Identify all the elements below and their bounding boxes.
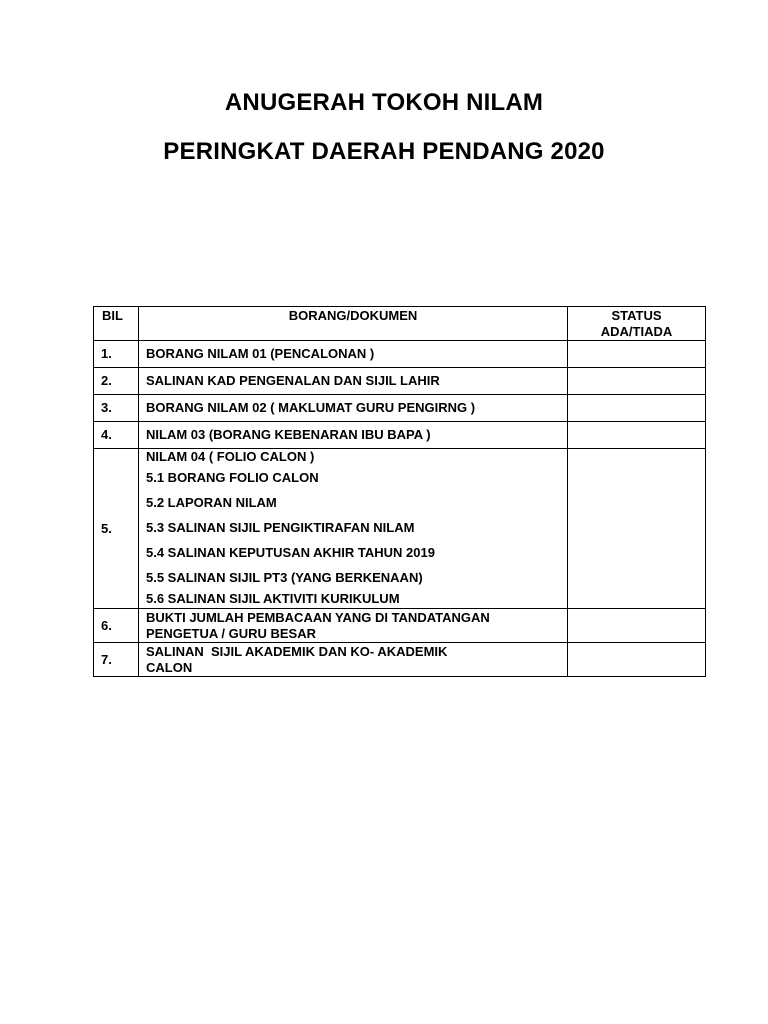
row-item [139,643,568,677]
document-subtitle: PERINGKAT DAERAH PENDANG 2020 [163,138,605,165]
row-item-group [139,449,568,609]
row-item [139,609,568,643]
document-checklist-table [93,306,706,677]
row-item: NILAM 03 (BORANG KEBENARAN IBU BAPA ) [139,422,568,449]
sub-item: 5.5 SALINAN SIJIL PT3 (YANG BERKENAAN) [146,570,423,585]
table-row [94,643,706,677]
row-status-cell[interactable] [568,368,706,395]
row-bil: 7. [94,643,139,677]
row-item: BORANG NILAM 01 (PENCALONAN ) [139,341,568,368]
row-status-cell[interactable] [568,422,706,449]
row-item: SALINAN KAD PENGENALAN DAN SIJIL LAHIR [139,368,568,395]
row-bil: 6. [94,609,139,643]
row-item: NILAM 04 ( FOLIO CALON ) [146,449,315,464]
sub-item: 5.1 BORANG FOLIO CALON [146,470,319,485]
row-item: BORANG NILAM 02 ( MAKLUMAT GURU PENGIRNG ) [139,395,568,422]
row-item-line1: BUKTI JUMLAH PEMBACAAN YANG DI TANDATANGAN [146,609,490,625]
row-status-cell[interactable] [568,643,706,677]
row-bil: 1. [94,341,139,368]
row-item-line2: PENGETUA / GURU BESAR [146,625,316,641]
table-row [94,395,706,422]
table-row [94,449,706,609]
row-item-line1: SALINAN SIJIL AKADEMIK DAN KO- AKADEMIK [146,643,448,659]
header-status [568,307,706,341]
row-status-cell[interactable] [568,341,706,368]
sub-item: 5.4 SALINAN KEPUTUSAN AKHIR TAHUN 2019 [146,545,435,560]
row-status-cell[interactable] [568,449,706,609]
row-bil: 5. [94,449,139,609]
header-status-line1: STATUS [611,308,662,323]
table-row [94,609,706,643]
header-status-line2: ADA/TIADA [600,324,673,339]
sub-item: 5.2 LAPORAN NILAM [146,495,277,510]
document-title: ANUGERAH TOKOH NILAM [224,89,544,116]
row-bil: 2. [94,368,139,395]
row-bil: 4. [94,422,139,449]
row-status-cell[interactable] [568,395,706,422]
row-bil: 3. [94,395,139,422]
table-row [94,368,706,395]
row-status-cell[interactable] [568,609,706,643]
header-bil: BIL [94,307,139,341]
table-row [94,341,706,368]
table-row [94,422,706,449]
header-document: BORANG/DOKUMEN [139,307,568,341]
table-header-row [94,307,706,341]
sub-item: 5.3 SALINAN SIJIL PENGIKTIRAFAN NILAM [146,520,415,535]
sub-item: 5.6 SALINAN SIJIL AKTIVITI KURIKULUM [146,591,400,606]
row-item-line2: CALON [146,659,193,675]
